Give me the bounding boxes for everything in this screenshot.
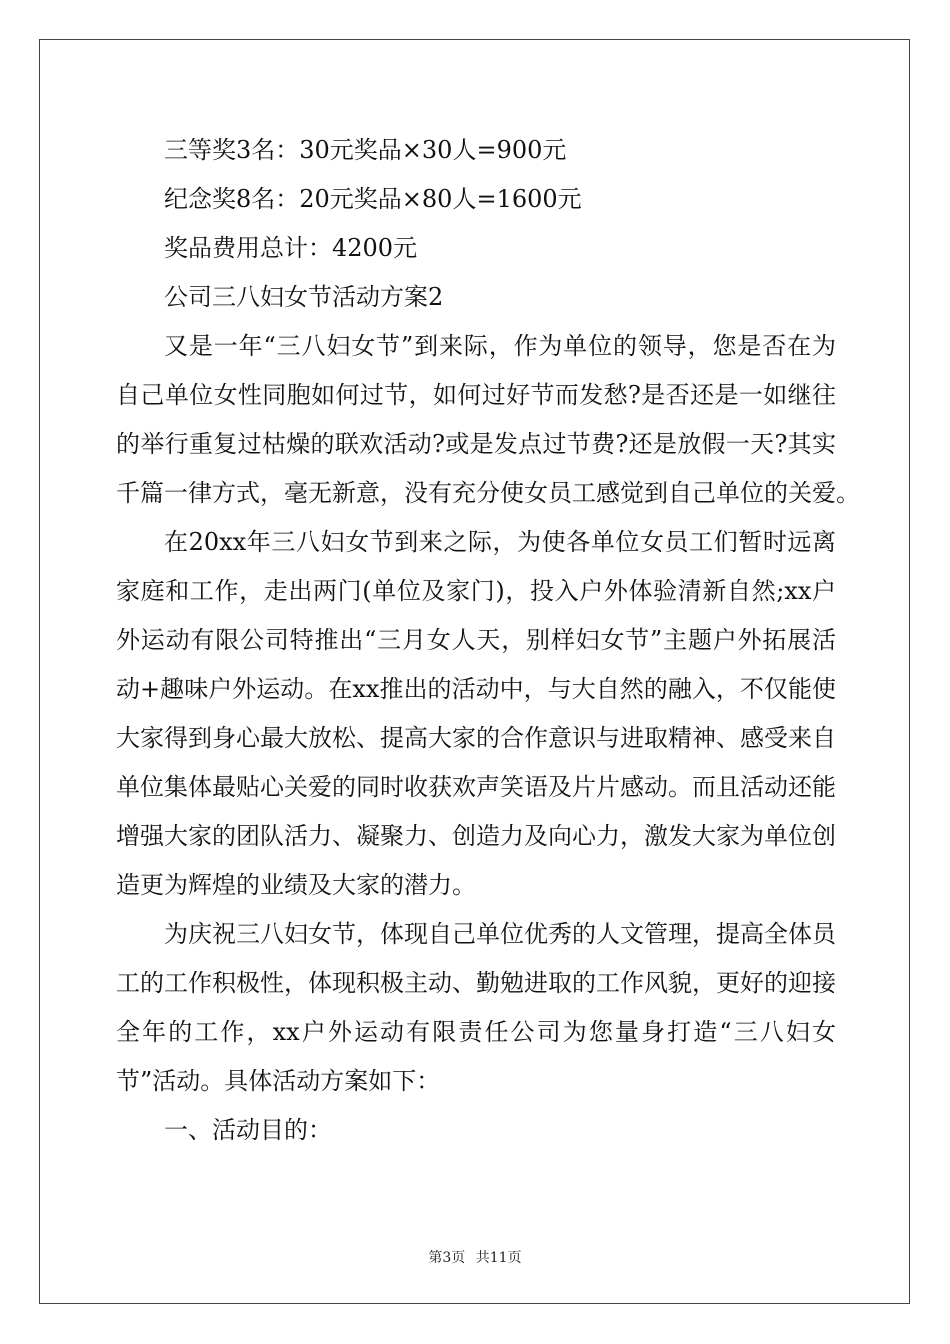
text-line: 大家得到身心最大放松、提高大家的合作意识与进取精神、感受来自 xyxy=(116,724,836,752)
text-line: 自己单位女性同胞如何过节，如何过好节而发愁?是否还是一如继往 xyxy=(116,381,836,409)
text-line: 动+趣味户外运动。在xx推出的活动中，与大自然的融入，不仅能使 xyxy=(116,675,836,703)
text-line: 家庭和工作，走出两门(单位及家门)，投入户外体验清新自然;xx户 xyxy=(116,577,836,605)
text-line: 奖品费用总计：4200元 xyxy=(164,234,418,262)
text-line: 全年的工作，xx户外运动有限责任公司为您量身打造“三八妇女 xyxy=(116,1018,836,1046)
text-line: 造更为辉煌的业绩及大家的潜力。 xyxy=(116,871,476,899)
text-line: 节”活动。具体活动方案如下： xyxy=(116,1067,441,1095)
text-line: 外运动有限公司特推出“三月女人天，别样妇女节”主题户外拓展活 xyxy=(116,626,836,654)
text-line: 为庆祝三八妇女节，体现自己单位优秀的人文管理，提高全体员 xyxy=(164,920,836,948)
text-line: 的举行重复过枯燥的联欢活动?或是发点过节费?还是放假一天?其实 xyxy=(116,430,836,458)
text-line: 增强大家的团队活力、凝聚力、创造力及向心力，激发大家为单位创 xyxy=(116,822,836,850)
text-line: 又是一年“三八妇女节”到来际，作为单位的领导，您是否在为 xyxy=(164,332,836,360)
text-line: 工的工作积极性，体现积极主动、勤勉进取的工作风貌，更好的迎接 xyxy=(116,969,836,997)
text-line: 千篇一律方式，毫无新意，没有充分使女员工感觉到自己单位的关爱。 xyxy=(116,479,860,507)
text-line: 三等奖3名：30元奖品×30人=900元 xyxy=(164,136,567,164)
text-line: 单位集体最贴心关爱的同时收获欢声笑语及片片感动。而且活动还能 xyxy=(116,773,836,801)
section-heading: 一、活动目的： xyxy=(164,1116,332,1144)
text-line: 在20xx年三八妇女节到来之际，为使各单位女员工们暂时远离 xyxy=(164,528,836,556)
text-line: 纪念奖8名：20元奖品×80人=1600元 xyxy=(164,185,582,213)
page-number: 第3页 xyxy=(428,1250,466,1266)
page-footer xyxy=(0,1247,950,1267)
page-total: 共11页 xyxy=(475,1250,522,1266)
section-heading: 公司三八妇女节活动方案2 xyxy=(164,283,444,311)
document-body xyxy=(116,126,860,1155)
